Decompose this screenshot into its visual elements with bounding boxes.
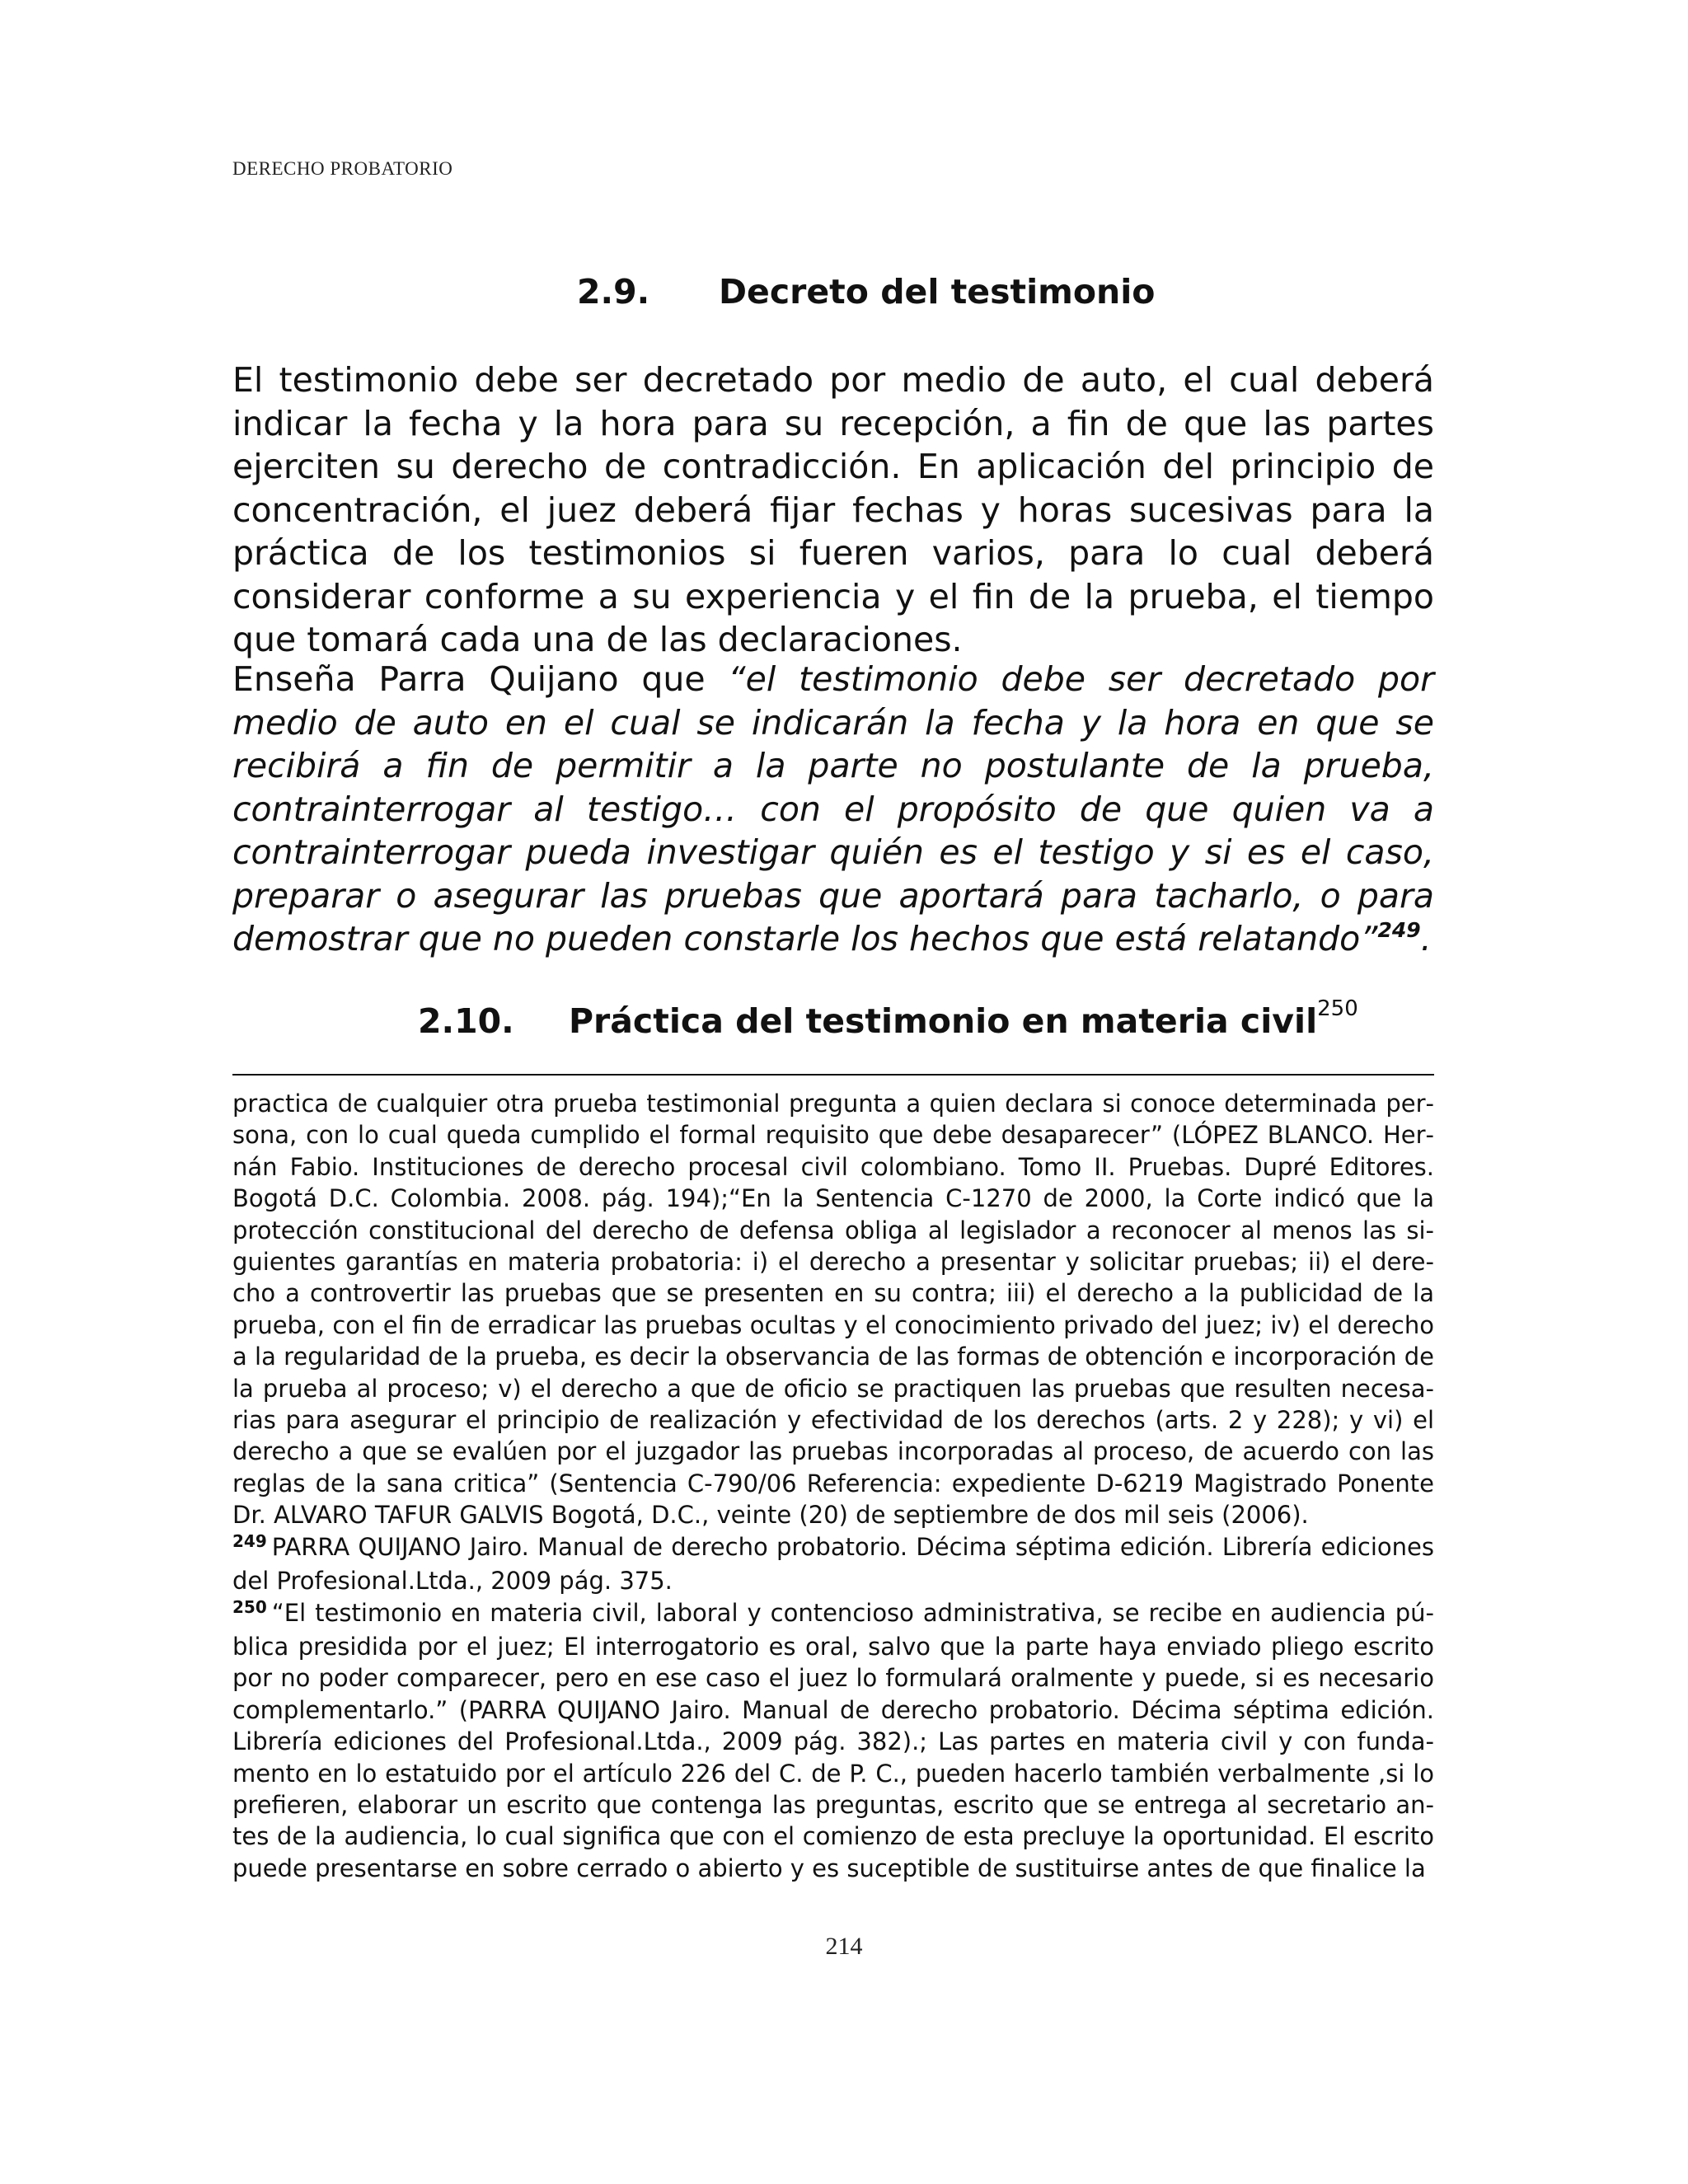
section-heading-2-9 <box>577 272 1155 312</box>
section-heading-2-10 <box>418 996 1358 1041</box>
page-number: 214 <box>825 1933 863 1960</box>
section-number: 2.9. <box>577 272 650 312</box>
footnote-continuation: practica de cualquier otra prueba testimonial pregunta a quien declara si conoce determinada persona, con lo cual queda cumplido el formal requisito que debe desaparecer” (LÓPEZ BLANCO. Hernán Fabio. Instituciones de derecho procesal civil colombiano. Tomo II. Pruebas. Dupré Editores. Bogotá D.C. Colombia. 2008. pág. 194);“En la Sentencia C-1270 de 2000, la Corte indicó que la protección constitucional del derecho de defensa obliga al legislador a reconocer al menos las siguientes garantías en materia probatoria: i) el derecho a presentar y solicitar pruebas; ii) el derecho a controvertir las pruebas que se presenten en su contra; iii) el derecho a la publicidad de la prueba, con el fin de erradicar las pruebas ocultas y el conocimiento privado del juez; iv) el derecho a la regularidad de la prueba, es decir la observancia de las formas de obtención e incorporación de la prueba al proceso; v) el derecho a que de oficio se practiquen las pruebas que resulten necesarias para asegurar el principio de realización y efectividad de los derechos (arts. 2 y 228); y vi) el derecho a que se evalúen por el juzgador las pruebas incorporadas al proceso, de acuerdo con las reglas de la sana critica” (Sentencia C-790/06 Referencia: expediente D-6219 Magistrado Ponente Dr. ALVARO TAFUR GALVIS Bogotá, D.C., veinte (20) de septiembre de dos mil seis (2006). <box>232 1090 1434 1530</box>
footnote-249 <box>232 1531 1434 1597</box>
footnote-ref-250[interactable]: 250 <box>1317 996 1358 1022</box>
footnote-ref-249[interactable]: 249 <box>1377 918 1421 942</box>
footnote-text: PARRA QUIJANO Jairo. Manual de derecho probatorio. Décima séptima edición. Librería ediciones del Profesional.Ltda., 2009 pág. 375. <box>232 1532 1434 1596</box>
footnote-number: 250 <box>232 1596 267 1617</box>
footnote-text: “El testimonio en materia civil, laboral y contencioso administrativa, se recibe en audiencia pública presidida por el juez; El interrogatorio es oral, salvo que la parte haya enviado pliego escrito por no poder comparecer, pero en ese caso el juez lo formulará oralmente y puede, si es necesario complementarlo.” (PARRA QUIJANO Jairo. Manual de derecho probatorio. Décima séptima edición. Librería ediciones del Profesional.Ltda., 2009 pág. 382).; Las partes en materia civil y con fundamento en lo estatuido por el artículo 226 del C. de P. C., pueden hacerlo también verbalmente ,si lo prefieren, elaborar un escrito que contenga las preguntas, escrito que se entrega al secretario antes de la audiencia, lo cual significa que con el comienzo de esta precluye la oportunidad. El escrito puede presentarse en sobre cerrado o abierto y es suceptible de sustituirse antes de que finalice la <box>232 1598 1434 1882</box>
quote-end: . <box>1420 919 1432 958</box>
section-title: Práctica del testimonio en materia civil <box>569 1001 1318 1041</box>
body-paragraph-quote <box>232 658 1434 966</box>
running-header: DERECHO PROBATORIO <box>232 158 453 179</box>
quote-lead: Enseña Parra Quijano que <box>232 659 729 699</box>
footnote-number: 249 <box>232 1530 267 1551</box>
quote-text: “el testimonio debe ser decretado por medio de auto en el cual se indicarán la fecha y la hora en que se recibirá a fin de permitir a la parte no postulante de la prueba, contrainterrogar al testigo… con el propósito de que quien va a contrainterrogar pueda investigar quién es el testigo y si es el caso, preparar o asegurar las pruebas que aportará para tacharlo, o para demostrar que no pueden constarle los hechos que está relatando” <box>232 659 1434 958</box>
body-paragraph-decreto: El testimonio debe ser decretado por medio de auto, el cual deberá indicar la fecha y la hora para su recepción, a fin de que las partes ejerciten su derecho de contradicción. En aplicación del principio de concentración, el juez deberá fijar fechas y horas sucesivas para la práctica de los testimonios si fueren varios, para lo cual deberá considerar conforme a su experiencia y el fin de la prueba, el tiempo que tomará cada una de las declaraciones. <box>232 360 1434 659</box>
footnote-250 <box>232 1597 1434 1885</box>
section-title: Decreto del testimonio <box>719 272 1156 312</box>
section-number: 2.10. <box>418 1001 514 1041</box>
footnote-separator <box>232 1074 1434 1076</box>
footnotes-block <box>232 1088 1434 1884</box>
